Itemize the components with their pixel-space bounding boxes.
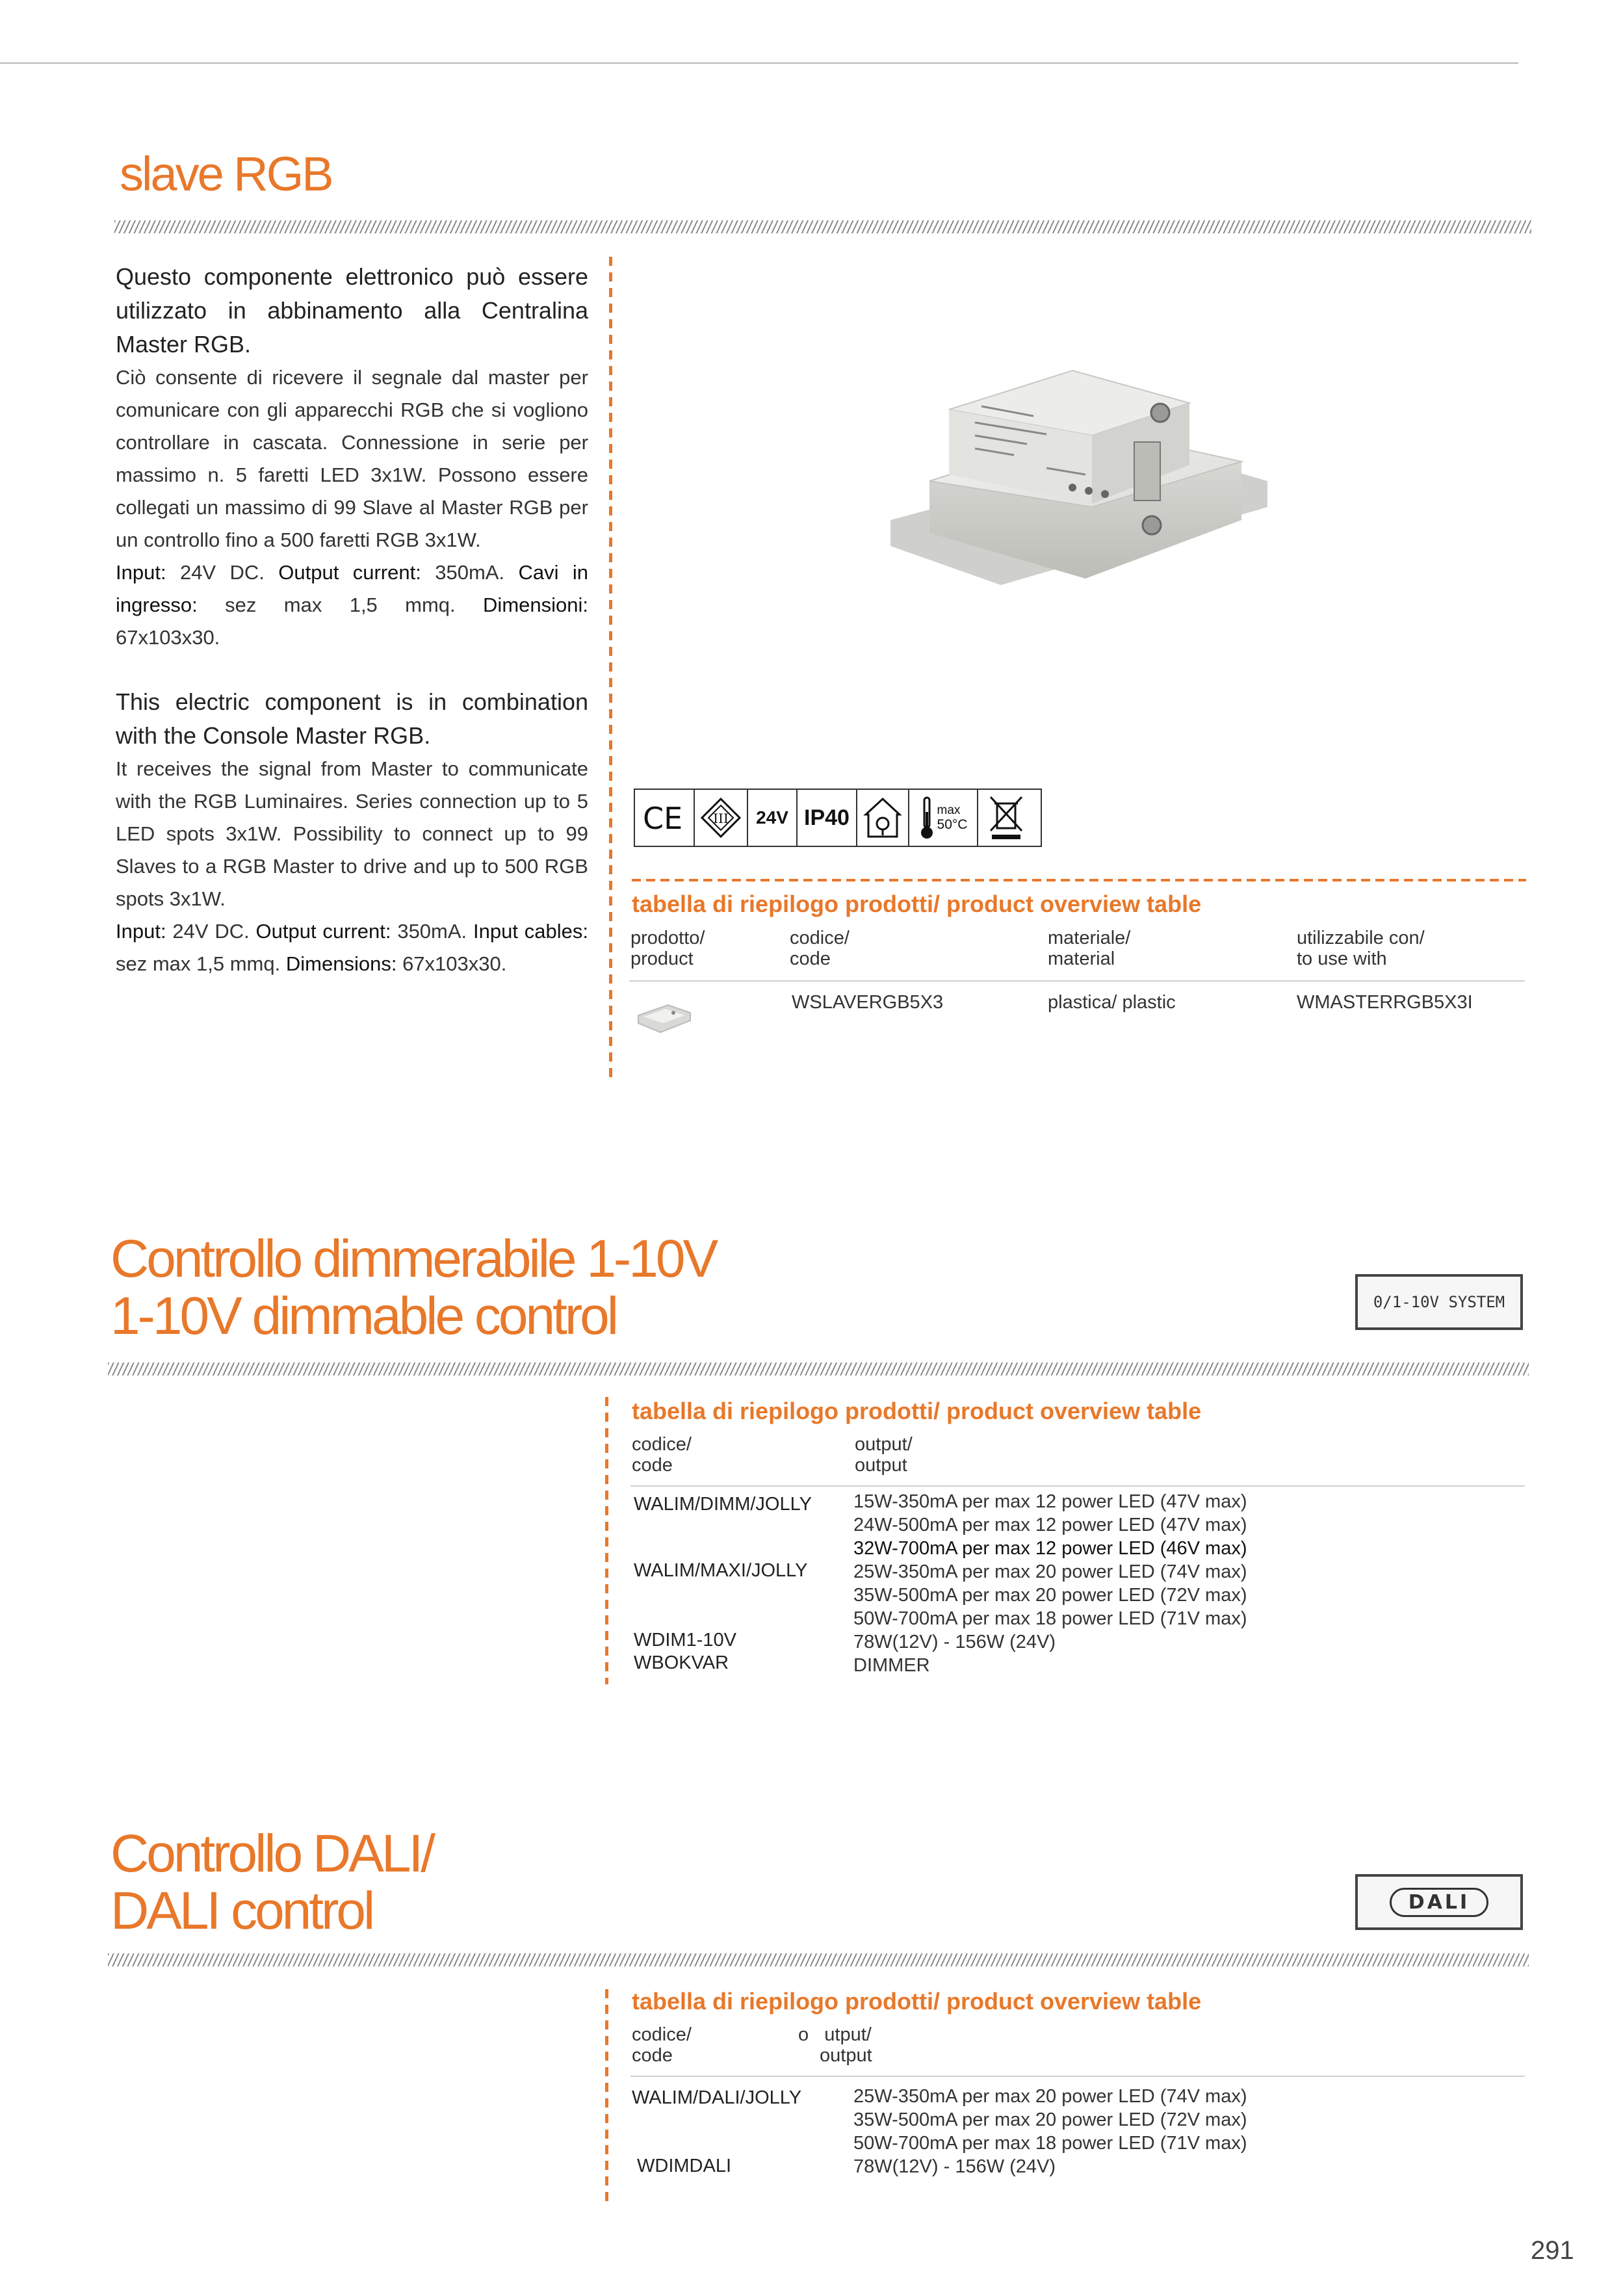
output-line: 50W-700mA per max 18 power LED (71V max) <box>853 2133 1247 2154</box>
col-header-product: prodotto/ product <box>630 928 705 969</box>
indoor-use-icon <box>857 790 909 846</box>
output-line: 25W-350mA per max 20 power LED (74V max) <box>853 1561 1247 1582</box>
section-title-en: 1-10V dimmable control <box>110 1286 616 1346</box>
output-line: 50W-700mA per max 18 power LED (71V max) <box>853 1608 1247 1629</box>
output-line: 78W(12V) - 156W (24V) <box>853 2156 1056 2177</box>
section-title-it: Controllo DALI/ <box>110 1824 434 1883</box>
voltage-icon: 24V <box>748 790 798 846</box>
vertical-divider <box>605 1989 608 2204</box>
col-header-output: output/ output <box>855 1434 913 1476</box>
output-line: 24W-500mA per max 12 power LED (47V max) <box>853 1515 1247 1535</box>
section-title-en: DALI control <box>110 1881 373 1940</box>
col-header-use-with: utilizzabile con/ to use with <box>1297 928 1425 969</box>
max-temp-icon <box>909 790 978 846</box>
product-thumbnail <box>634 998 693 1037</box>
page-number: 291 <box>1531 2236 1574 2265</box>
section-title-slave-rgb: slave RGB <box>120 147 332 201</box>
0-10v-system-badge: 0/1-10V SYSTEM <box>1355 1274 1523 1330</box>
certification-icons <box>634 789 1042 847</box>
ip-rating-icon: IP40 <box>798 790 857 846</box>
en-body: It receives the signal from Master to communicate with the RGB Luminaires. Series connection up to 5 LED spots 3x1W. Possibility to connect up to 99 Slaves to a RGB Master to drive and up to 500 RGB spots 3x1W. <box>116 757 588 910</box>
dali-badge: DALI <box>1355 1874 1523 1930</box>
code-wdim1-10v: WDIM1-10V <box>634 1630 736 1650</box>
col-header-material: materiale/ material <box>1048 928 1131 969</box>
col-header-code: codice/ code <box>790 928 850 969</box>
col-header-code: codice/ code <box>632 2024 692 2066</box>
code-wdimdali: WDIMDALI <box>637 2156 731 2176</box>
product-image <box>877 351 1280 624</box>
code-wbokvar: WBOKVAR <box>634 1652 729 1673</box>
it-body: Ciò consente di ricevere il segnale dal master per comunicare con gli apparecchi RGB che si vogliono controllare in cascata. Connessione in serie per massimo n. 5 faretti LED 3x1W. Possono essere collegati un massimo di 99 Slave al Master RGB per un controllo fino a 500 faretti RGB 3x1W. <box>116 366 588 551</box>
hatch-divider <box>114 220 1531 233</box>
col-header-code: codice/ code <box>632 1434 692 1476</box>
max-temp-label: max <box>937 803 961 817</box>
en-specs: Input: 24V DC. Output current: 350mA. Input cables: sez max 1,5 mmq. Dimensions: 67x103x30. <box>116 920 588 975</box>
ce-mark-icon <box>635 790 695 846</box>
section-title-dimmable <box>110 1231 716 1345</box>
output-line: 35W-500mA per max 20 power LED (72V max) <box>853 2109 1247 2130</box>
table-header-rule <box>630 1485 1525 1487</box>
code-walim-maxi-jolly: WALIM/MAXI/JOLLY <box>634 1560 808 1581</box>
it-lead: Questo componente elettronico può essere utilizzato in abbinamento alla Centralina Master RGB. <box>116 263 588 358</box>
svg-text:CE: CE <box>643 802 683 834</box>
output-line: 25W-350mA per max 20 power LED (74V max) <box>853 2086 1247 2107</box>
table-separator-dashed <box>632 879 1526 881</box>
table-title: tabella di riepilogo prodotti/ product overview table <box>632 1398 1202 1424</box>
output-line: 35W-500mA per max 20 power LED (72V max) <box>853 1585 1247 1606</box>
table-header-rule <box>629 980 1525 982</box>
output-line: 32W-700mA per max 12 power LED (46V max) <box>853 1538 1247 1559</box>
table-header-rule <box>630 2076 1525 2077</box>
class-iii-icon <box>695 790 748 846</box>
table-title: tabella di riepilogo prodotti/ product overview table <box>632 891 1202 917</box>
section-title-it: Controllo dimmerabile 1-10V <box>110 1229 716 1288</box>
hatch-divider <box>108 1363 1529 1376</box>
output-list <box>853 1490 1247 1677</box>
table-title: tabella di riepilogo prodotti/ product overview table <box>632 1988 1202 2015</box>
col-header-output: o utput/ output <box>798 2024 872 2066</box>
output-line: DIMMER <box>853 1655 930 1676</box>
vertical-divider <box>605 1397 608 1684</box>
section-title-dali <box>110 1825 433 1940</box>
hatch-divider <box>108 1953 1529 1966</box>
top-rule <box>0 62 1518 64</box>
table-cell-material: plastica/ plastic <box>1048 992 1176 1013</box>
table-cell-use-with: WMASTERRGB5X3I <box>1297 992 1473 1013</box>
weee-bin-icon <box>978 790 1034 846</box>
svg-text:III: III <box>713 811 729 826</box>
max-temp-value: 50°C <box>937 817 968 832</box>
output-list <box>853 2085 1247 2178</box>
table-cell-code: WSLAVERGB5X3 <box>792 992 944 1013</box>
it-specs: Input: 24V DC. Output current: 350mA. Cavi in ingresso: sez max 1,5 mmq. Dimensioni: 67x103x30. <box>116 561 588 649</box>
vertical-divider <box>609 257 612 1077</box>
output-line: 15W-350mA per max 12 power LED (47V max) <box>853 1491 1247 1512</box>
description-column <box>116 260 588 980</box>
output-line: 78W(12V) - 156W (24V) <box>853 1632 1056 1652</box>
code-walim-dimm-jolly: WALIM/DIMM/JOLLY <box>634 1494 812 1515</box>
en-lead: This electric component is in combination with the Console Master RGB. <box>116 688 588 749</box>
code-walim-dali-jolly: WALIM/DALI/JOLLY <box>632 2087 802 2108</box>
